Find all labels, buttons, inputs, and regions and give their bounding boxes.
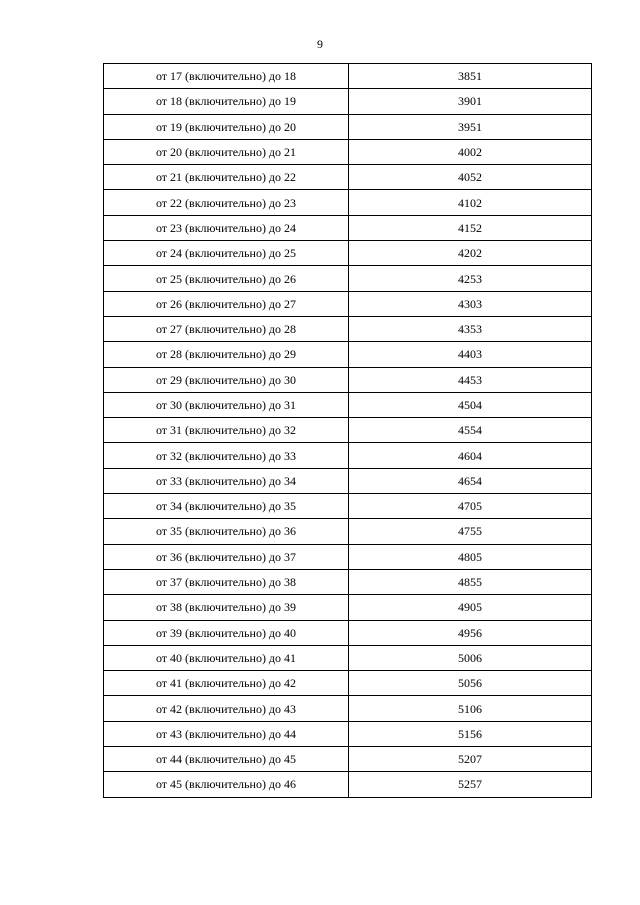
value-cell: 4052: [349, 165, 592, 190]
table-row: [104, 266, 592, 291]
table-row: [104, 139, 592, 164]
range-cell: от 30 (включительно) до 31: [104, 392, 349, 417]
value-cell: 4102: [349, 190, 592, 215]
table-row: [104, 620, 592, 645]
table-row: [104, 418, 592, 443]
table-row: [104, 291, 592, 316]
value-cell: 4152: [349, 215, 592, 240]
table-row: [104, 544, 592, 569]
table-row: [104, 367, 592, 392]
range-cell: от 27 (включительно) до 28: [104, 316, 349, 341]
table-row: [104, 696, 592, 721]
table-row: [104, 519, 592, 544]
table-row: [104, 671, 592, 696]
value-cell: 4604: [349, 443, 592, 468]
value-cell: 4554: [349, 418, 592, 443]
table-row: [104, 114, 592, 139]
value-cell: 4654: [349, 468, 592, 493]
table-row: [104, 165, 592, 190]
range-cell: от 33 (включительно) до 34: [104, 468, 349, 493]
data-table: [103, 63, 592, 798]
range-cell: от 24 (включительно) до 25: [104, 241, 349, 266]
value-cell: 4002: [349, 139, 592, 164]
value-cell: 4705: [349, 494, 592, 519]
value-cell: 5156: [349, 721, 592, 746]
table-row: [104, 316, 592, 341]
range-cell: от 41 (включительно) до 42: [104, 671, 349, 696]
table-row: [104, 392, 592, 417]
range-cell: от 34 (включительно) до 35: [104, 494, 349, 519]
page-number: 9: [317, 37, 323, 51]
range-cell: от 36 (включительно) до 37: [104, 544, 349, 569]
value-cell: 5257: [349, 772, 592, 797]
table-row: [104, 494, 592, 519]
value-cell: 5056: [349, 671, 592, 696]
range-cell: от 22 (включительно) до 23: [104, 190, 349, 215]
table-row: [104, 595, 592, 620]
table-row: [104, 64, 592, 89]
range-cell: от 44 (включительно) до 45: [104, 747, 349, 772]
range-cell: от 38 (включительно) до 39: [104, 595, 349, 620]
range-cell: от 17 (включительно) до 18: [104, 64, 349, 89]
value-cell: 4303: [349, 291, 592, 316]
range-cell: от 20 (включительно) до 21: [104, 139, 349, 164]
range-cell: от 35 (включительно) до 36: [104, 519, 349, 544]
value-cell: 4956: [349, 620, 592, 645]
table-row: [104, 468, 592, 493]
range-cell: от 23 (включительно) до 24: [104, 215, 349, 240]
range-cell: от 21 (включительно) до 22: [104, 165, 349, 190]
value-cell: 4905: [349, 595, 592, 620]
value-cell: 4253: [349, 266, 592, 291]
table-row: [104, 747, 592, 772]
value-cell: 3851: [349, 64, 592, 89]
value-cell: 4403: [349, 342, 592, 367]
range-cell: от 40 (включительно) до 41: [104, 645, 349, 670]
table-row: [104, 569, 592, 594]
table-row: [104, 190, 592, 215]
value-cell: 3901: [349, 89, 592, 114]
range-cell: от 32 (включительно) до 33: [104, 443, 349, 468]
value-cell: 4855: [349, 569, 592, 594]
value-cell: 4805: [349, 544, 592, 569]
range-cell: от 29 (включительно) до 30: [104, 367, 349, 392]
value-cell: 4202: [349, 241, 592, 266]
table-row: [104, 721, 592, 746]
range-cell: от 37 (включительно) до 38: [104, 569, 349, 594]
value-cell: 5207: [349, 747, 592, 772]
range-cell: от 43 (включительно) до 44: [104, 721, 349, 746]
range-cell: от 26 (включительно) до 27: [104, 291, 349, 316]
value-cell: 4453: [349, 367, 592, 392]
range-cell: от 39 (включительно) до 40: [104, 620, 349, 645]
table-row: [104, 215, 592, 240]
range-cell: от 19 (включительно) до 20: [104, 114, 349, 139]
table-body: [104, 64, 592, 798]
value-cell: 4755: [349, 519, 592, 544]
table-row: [104, 645, 592, 670]
range-cell: от 28 (включительно) до 29: [104, 342, 349, 367]
value-cell: 3951: [349, 114, 592, 139]
table-row: [104, 89, 592, 114]
range-cell: от 31 (включительно) до 32: [104, 418, 349, 443]
range-cell: от 45 (включительно) до 46: [104, 772, 349, 797]
range-cell: от 42 (включительно) до 43: [104, 696, 349, 721]
value-cell: 4353: [349, 316, 592, 341]
value-cell: 5106: [349, 696, 592, 721]
table-row: [104, 443, 592, 468]
range-cell: от 25 (включительно) до 26: [104, 266, 349, 291]
table-row: [104, 772, 592, 797]
value-cell: 4504: [349, 392, 592, 417]
value-cell: 5006: [349, 645, 592, 670]
range-cell: от 18 (включительно) до 19: [104, 89, 349, 114]
table-row: [104, 241, 592, 266]
table-row: [104, 342, 592, 367]
